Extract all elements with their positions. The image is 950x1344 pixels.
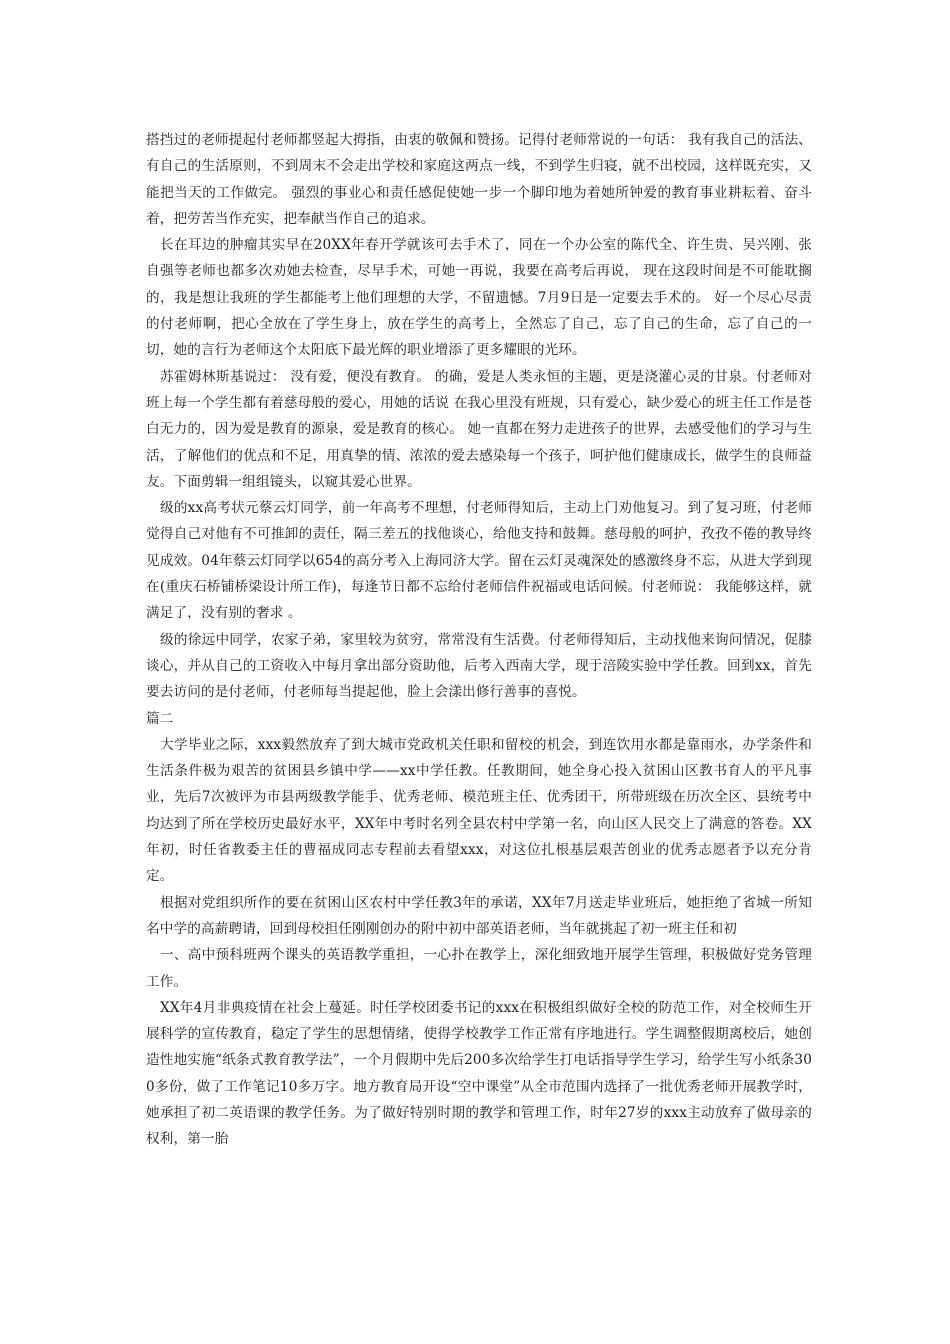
- paragraph-3: 苏霍姆林斯基说过： 没有爱，便没有教育。 的确，爱是人类永恒的主题，更是浇灌心灵的甘泉。付老师对班上每一个学生都有着慈母般的爱心，用她的话说 在我心里没有班规，只有爱心，缺少爱心的班主任工作是苍白无力的，因为爱是教育的源泉，爱是教育的核心。 她一直都在努力走进孩子的世界，去感受他们的学习与生活，了解他们的优点和不足，用真挚的情、浓浓的爱去感染每一个孩子，呵护他们健康成长，做学生的良师益友。下面剪辑一组组镜头，以窥其爱心世界。: [146, 368, 812, 490]
- paragraph-4: 级的xx高考状元蔡云灯同学，前一年高考不理想，付老师得知后，主动上门劝他复习。到了复习班，付老师觉得自己对他有不可推卸的责任，隔三差五的找他谈心，给他支持和鼓舞。慈母般的呵护，孜孜不倦的教导终见成效。04年蔡云灯同学以654的高分考入上海同济大学。留在云灯灵魂深处的感激终身不忘，从进大学到现在(重庆石桥铺桥梁设计所工作)，每逢节日都不忘给付老师信件祝福或电话问候。付老师说： 我能够这样，就满足了，没有别的奢求 。: [146, 500, 812, 622]
- paragraph-5: 级的徐远中同学，农家子弟，家里较为贫穷，常常没有生活费。付老师得知后，主动找他来询问情况，促膝谈心，并从自己的工资收入中每月拿出部分资助他，后考入西南大学，现于涪陵实验中学任教。回到xx，首先要去访问的是付老师，付老师每当提起他，脸上会漾出修行善事的喜悦。: [146, 631, 812, 701]
- paragraph-9: XX年4月非典疫情在社会上蔓延。时任学校团委书记的xxx在积极组织做好全校的防范工作，对全校师生开展科学的宣传教育，稳定了学生的思想情绪，使得学校教学工作正常有序地进行。学生调整假期离校后，她创造性地实施“纸条式教育教学法”，一个月假期中先后200多次给学生打电话指导学生学习，给学生写小纸条300多份，做了工作笔记10多万字。地方教育局开设“空中课堂”从全市范围内选择了一批优秀老师开展教学时，她承担了初二英语课的教学任务。为了做好特别时期的教学和管理工作，时年27岁的xxx主动放弃了做母亲的权利，第一胎: [146, 999, 812, 1148]
- section-heading: 篇二: [146, 710, 174, 727]
- document-page: [146, 127, 812, 1153]
- paragraph-1: 搭挡过的老师提起付老师都竖起大拇指，由衷的敬佩和赞扬。记得付老师常说的一句话： 我有我自己的活法、有自己的生活原则，不到周末不会走出学校和家庭这两点一线，不到学生归寝，就不出校园，这样既充实，又能把当天的工作做完。 强烈的事业心和责任感促使她一步一个脚印地为着她所钟爱的教育事业耕耘着、奋斗着，把劳苦当作充实，把奉献当作自己的追求。: [146, 132, 812, 227]
- paragraph-7: 根据对党组织所作的要在贫困山区农村中学任教3年的承诺，XX年7月送走毕业班后，她拒绝了省城一所知名中学的高薪聘请，回到母校担任刚刚创办的附中初中部英语老师，当年就挑起了初一班主任和初: [146, 894, 812, 937]
- paragraph-2: 长在耳边的肿瘤其实早在20XX年春开学就该可去手术了，同在一个办公室的陈代全、许生贵、吴兴刚、张自强等老师也都多次劝她去检查，尽早手术，可她一再说，我要在高考后再说， 现在这段时间是不可能耽搁的，我是想让我班的学生都能考上他们理想的大学，不留遗憾。7月9日是一定要去手术的。 好一个尽心尽责的付老师啊，把心全放在了学生身上，放在学生的高考上，全然忘了自己，忘了自己的生命，忘了自己的一切，她的言行为老师这个太阳底下最光辉的职业增添了更多耀眼的光环。: [146, 237, 812, 359]
- paragraph-6: 大学毕业之际，xxx毅然放弃了到大城市党政机关任职和留校的机会，到连饮用水都是靠雨水，办学条件和生活条件极为艰苦的贫困县乡镇中学——xx中学任教。任教期间，她全身心投入贫困山区教书育人的平凡事业，先后7次被评为市县两级教学能手、优秀老师、模范班主任、优秀团干，所带班级在历次全区、县统考中均达到了所在学校历史最好水平，XX年中考时名列全县农村中学第一名，向山区人民交上了满意的答卷。XX年初，时任省教委主任的曹福成同志专程前去看望xxx，对这位扎根基层艰苦创业的优秀志愿者予以充分肯定。: [146, 736, 812, 885]
- paragraph-8: 一、高中预科班两个课头的英语教学重担，一心扑在教学上，深化细致地开展学生管理，积极做好党务管理工作。: [146, 947, 812, 990]
